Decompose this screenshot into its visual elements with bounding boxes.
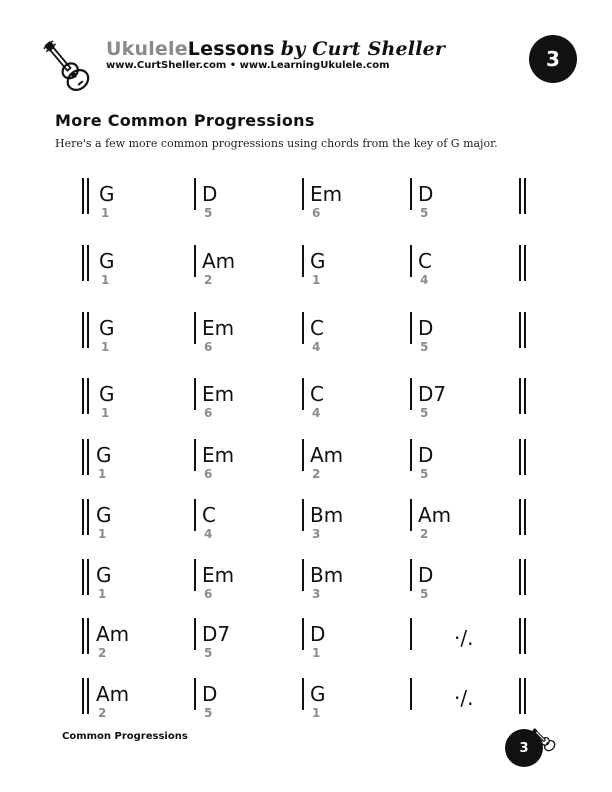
scale-degree: 1 <box>312 273 321 287</box>
page-number-badge: 3 <box>529 35 577 83</box>
chord-name: Am <box>418 503 452 527</box>
chord-cell <box>418 443 518 481</box>
chord-cell <box>310 382 410 420</box>
chord-name: Am <box>96 622 130 646</box>
barline <box>302 499 304 531</box>
chord-name: Am <box>96 682 130 706</box>
chord-cell <box>418 563 518 601</box>
scale-degree: 5 <box>204 646 213 660</box>
scale-degree: 1 <box>98 467 107 481</box>
chord-cell <box>96 443 196 481</box>
barline <box>302 439 304 471</box>
end-barline <box>519 312 526 348</box>
end-barline <box>519 499 526 535</box>
chord-name: D <box>418 563 434 587</box>
chord-cell <box>418 249 518 287</box>
scale-degree: 4 <box>312 340 321 354</box>
barline <box>194 312 196 344</box>
barline <box>194 378 196 410</box>
chord-cell <box>310 563 410 601</box>
chord-cell <box>96 503 196 541</box>
section-title: More Common Progressions <box>55 111 315 130</box>
progression-row <box>0 308 612 368</box>
chord-cell <box>418 182 518 220</box>
barline <box>194 178 196 210</box>
chord-cell <box>310 682 410 720</box>
barline <box>410 499 412 531</box>
scale-degree: 4 <box>420 273 429 287</box>
chord-name: D <box>202 682 218 706</box>
barline <box>302 618 304 650</box>
barline <box>194 678 196 710</box>
progression-row <box>0 374 612 434</box>
section-intro: Here's a few more common progressions using chords from the key of G major. <box>55 137 498 150</box>
scale-degree: 6 <box>204 587 213 601</box>
barline <box>194 439 196 471</box>
scale-degree: 4 <box>204 527 213 541</box>
barline <box>410 618 412 650</box>
chord-name: G <box>96 503 112 527</box>
end-barline <box>519 439 526 475</box>
chord-cell <box>310 503 410 541</box>
chord-cell <box>96 622 196 660</box>
chord-name: D <box>310 622 326 646</box>
end-barline <box>519 678 526 714</box>
chord-name: Em <box>202 382 235 406</box>
barline <box>194 245 196 277</box>
chord-name: Em <box>310 182 343 206</box>
chord-name: D <box>418 443 434 467</box>
chord-name: Am <box>202 249 236 273</box>
scale-degree: 4 <box>312 406 321 420</box>
footer-section-label: Common Progressions <box>62 731 188 742</box>
chord-cell <box>99 382 199 420</box>
brand-author: by Curt Sheller <box>280 38 446 60</box>
progression-row <box>0 614 612 674</box>
brand-lessons: Lessons <box>187 38 275 60</box>
scale-degree: 6 <box>204 406 213 420</box>
scale-degree: 5 <box>420 340 429 354</box>
chord-cell <box>99 182 199 220</box>
chord-cell <box>202 182 302 220</box>
chord-cell <box>310 622 410 660</box>
chord-cell <box>202 316 302 354</box>
scale-degree: 1 <box>101 406 110 420</box>
website-urls: www.CurtSheller.com • www.LearningUkulele.com <box>106 60 390 71</box>
start-barline <box>82 245 89 281</box>
chord-cell <box>202 382 302 420</box>
scale-degree: 2 <box>312 467 321 481</box>
chord-cell <box>96 682 196 720</box>
chord-cell <box>96 563 196 601</box>
barline <box>194 559 196 591</box>
repeat-bar-sign: ·/. <box>454 686 474 710</box>
start-barline <box>82 439 89 475</box>
chord-cell <box>310 249 410 287</box>
progression-row <box>0 435 612 495</box>
barline <box>410 312 412 344</box>
barline <box>410 245 412 277</box>
chord-name: D7 <box>418 382 447 406</box>
barline <box>302 178 304 210</box>
scale-degree: 5 <box>420 206 429 220</box>
scale-degree: 6 <box>204 340 213 354</box>
chord-cell <box>418 382 518 420</box>
progression-row <box>0 495 612 555</box>
chord-name: G <box>96 563 112 587</box>
barline <box>410 559 412 591</box>
scale-degree: 1 <box>312 646 321 660</box>
chord-name: Em <box>202 563 235 587</box>
barline <box>194 618 196 650</box>
chord-cell <box>99 316 199 354</box>
barline <box>410 439 412 471</box>
brand-ukulele: Ukulele <box>106 38 188 60</box>
chord-name: Em <box>202 316 235 340</box>
chord-name: C <box>202 503 216 527</box>
chord-cell <box>310 182 410 220</box>
end-barline <box>519 245 526 281</box>
chord-cell <box>202 563 302 601</box>
scale-degree: 5 <box>420 587 429 601</box>
chord-cell <box>99 249 199 287</box>
scale-degree: 6 <box>312 206 321 220</box>
chord-name: G <box>310 682 326 706</box>
barline <box>302 678 304 710</box>
end-barline <box>519 178 526 214</box>
scale-degree: 5 <box>204 706 213 720</box>
barline <box>410 378 412 410</box>
chord-name: C <box>310 382 324 406</box>
chord-name: Bm <box>310 563 344 587</box>
chord-name: G <box>96 443 112 467</box>
start-barline <box>82 559 89 595</box>
scale-degree: 1 <box>101 340 110 354</box>
chord-cell <box>202 622 302 660</box>
end-barline <box>519 618 526 654</box>
barline <box>194 499 196 531</box>
footer-page-badge <box>505 725 561 771</box>
scale-degree: 2 <box>420 527 429 541</box>
scale-degree: 5 <box>420 406 429 420</box>
scale-degree: 6 <box>204 467 213 481</box>
start-barline <box>82 178 89 214</box>
chord-name: D <box>418 316 434 340</box>
barline <box>302 378 304 410</box>
scale-degree: 2 <box>98 646 107 660</box>
chord-cell <box>202 503 302 541</box>
chord-name: Am <box>310 443 344 467</box>
chord-name: Bm <box>310 503 344 527</box>
chord-name: G <box>310 249 326 273</box>
chord-cell <box>418 316 518 354</box>
chord-name: Em <box>202 443 235 467</box>
scale-degree: 1 <box>101 206 110 220</box>
chord-cell <box>202 249 302 287</box>
chord-name: G <box>99 182 115 206</box>
chord-name: D <box>202 182 218 206</box>
chord-cell <box>202 682 302 720</box>
scale-degree: 2 <box>204 273 213 287</box>
end-barline <box>519 378 526 414</box>
chord-name: C <box>418 249 432 273</box>
scale-degree: 1 <box>98 587 107 601</box>
end-barline <box>519 559 526 595</box>
chord-cell <box>310 316 410 354</box>
chord-cell <box>418 503 518 541</box>
barline <box>302 245 304 277</box>
repeat-bar-sign: ·/. <box>454 626 474 650</box>
scale-degree: 1 <box>98 527 107 541</box>
chord-name: C <box>310 316 324 340</box>
scale-degree: 5 <box>204 206 213 220</box>
start-barline <box>82 678 89 714</box>
scale-degree: 1 <box>312 706 321 720</box>
chord-name: G <box>99 382 115 406</box>
chord-name: D7 <box>202 622 231 646</box>
chord-name: G <box>99 249 115 273</box>
progression-row <box>0 241 612 301</box>
scale-degree: 3 <box>312 587 321 601</box>
footer-page-number: 3 <box>505 729 543 767</box>
chord-name: G <box>99 316 115 340</box>
start-barline <box>82 312 89 348</box>
chord-cell <box>202 443 302 481</box>
scale-degree: 5 <box>420 467 429 481</box>
scale-degree: 3 <box>312 527 321 541</box>
start-barline <box>82 499 89 535</box>
start-barline <box>82 378 89 414</box>
progression-row <box>0 174 612 234</box>
scale-degree: 2 <box>98 706 107 720</box>
scale-degree: 1 <box>101 273 110 287</box>
barline <box>410 178 412 210</box>
barline <box>302 559 304 591</box>
chord-cell <box>310 443 410 481</box>
start-barline <box>82 618 89 654</box>
barline <box>302 312 304 344</box>
ukulele-icon <box>527 725 561 755</box>
chord-name: D <box>418 182 434 206</box>
barline <box>410 678 412 710</box>
progression-row <box>0 555 612 615</box>
